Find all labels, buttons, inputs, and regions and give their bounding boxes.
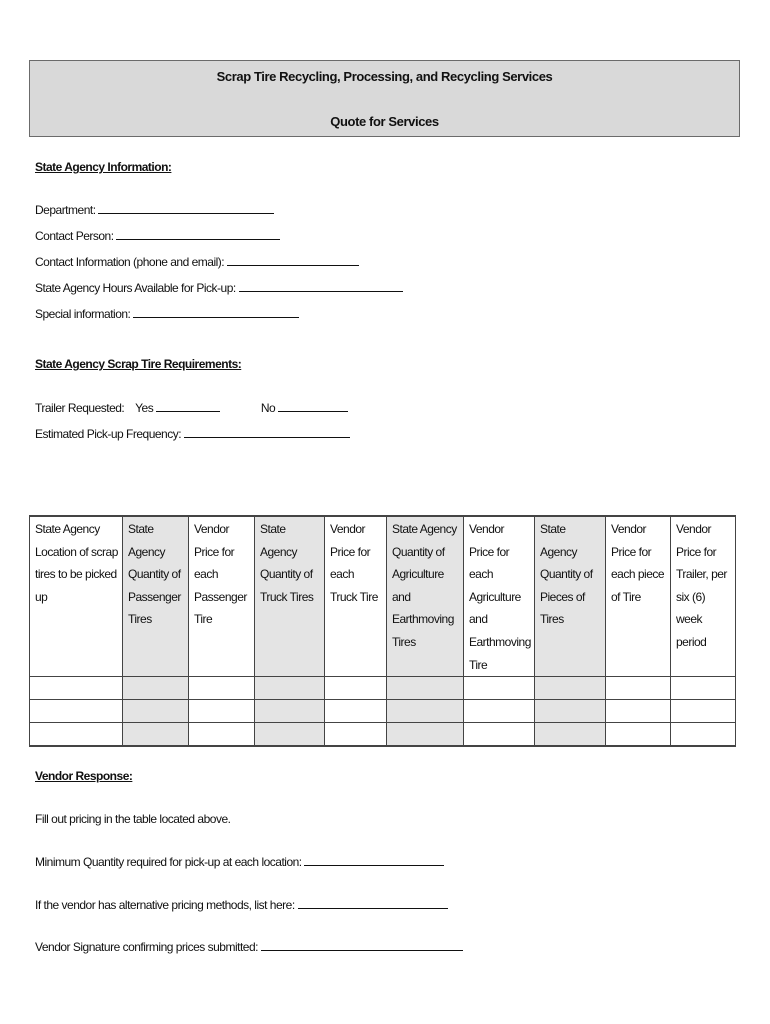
header-agriculture-qty: State Agency Quantity of Agriculture and Earthmoving Tires bbox=[387, 516, 464, 677]
table-cell[interactable] bbox=[387, 677, 464, 700]
pricing-table-header-row bbox=[30, 516, 736, 677]
table-row bbox=[30, 677, 736, 700]
header-passenger-qty: State Agency Quantity of Passenger Tires bbox=[123, 516, 189, 677]
table-cell[interactable] bbox=[123, 723, 189, 747]
contact-person-field[interactable] bbox=[116, 228, 280, 240]
table-cell[interactable] bbox=[671, 700, 736, 723]
table-cell[interactable] bbox=[123, 700, 189, 723]
trailer-yes-field[interactable] bbox=[156, 400, 220, 412]
vendor-response-heading: Vendor Response: bbox=[35, 769, 133, 783]
trailer-no-label: No bbox=[260, 401, 276, 415]
table-cell[interactable] bbox=[325, 700, 387, 723]
requirements-heading: State Agency Scrap Tire Requirements: bbox=[35, 357, 242, 371]
table-cell[interactable] bbox=[606, 700, 671, 723]
table-cell[interactable] bbox=[535, 700, 606, 723]
table-cell[interactable] bbox=[325, 723, 387, 747]
table-cell[interactable] bbox=[30, 723, 123, 747]
trailer-no-field[interactable] bbox=[278, 400, 348, 412]
signature-label: Vendor Signature confirming prices submitted: bbox=[35, 940, 258, 954]
header-agriculture-price: Vendor Price for each Agriculture and Earthmoving Tire bbox=[464, 516, 535, 677]
table-row bbox=[30, 700, 736, 723]
hours-row bbox=[35, 280, 403, 295]
table-cell[interactable] bbox=[189, 723, 255, 747]
signature-row bbox=[35, 939, 463, 954]
title-banner bbox=[29, 60, 740, 137]
table-cell[interactable] bbox=[325, 677, 387, 700]
table-cell[interactable] bbox=[535, 723, 606, 747]
signature-field[interactable] bbox=[261, 939, 463, 951]
header-trailer-price: Vendor Price for Trailer, per six (6) week period bbox=[671, 516, 736, 677]
table-row bbox=[30, 723, 736, 747]
table-cell[interactable] bbox=[464, 723, 535, 747]
table-cell[interactable] bbox=[255, 677, 325, 700]
contact-person-row bbox=[35, 228, 280, 243]
special-info-field[interactable] bbox=[133, 306, 299, 318]
trailer-row bbox=[35, 400, 348, 415]
agency-info-heading: State Agency Information: bbox=[35, 160, 172, 174]
alt-pricing-field[interactable] bbox=[298, 897, 448, 909]
pricing-table bbox=[29, 515, 736, 747]
department-row bbox=[35, 202, 274, 217]
frequency-row bbox=[35, 426, 350, 441]
contact-info-field[interactable] bbox=[227, 254, 359, 266]
table-cell[interactable] bbox=[189, 700, 255, 723]
table-cell[interactable] bbox=[387, 723, 464, 747]
special-info-label: Special information: bbox=[35, 307, 131, 321]
table-cell[interactable] bbox=[387, 700, 464, 723]
table-cell[interactable] bbox=[606, 723, 671, 747]
table-cell[interactable] bbox=[535, 677, 606, 700]
trailer-yes-label: Yes bbox=[135, 401, 154, 415]
table-cell[interactable] bbox=[255, 700, 325, 723]
min-quantity-label: Minimum Quantity required for pick-up at each location: bbox=[35, 855, 302, 869]
min-quantity-field[interactable] bbox=[304, 854, 444, 866]
min-quantity-row bbox=[35, 854, 444, 869]
fill-out-instruction: Fill out pricing in the table located above. bbox=[35, 812, 231, 826]
alt-pricing-label: If the vendor has alternative pricing methods, list here: bbox=[35, 898, 295, 912]
header-pieces-price: Vendor Price for each piece of Tire bbox=[606, 516, 671, 677]
contact-person-label: Contact Person: bbox=[35, 229, 114, 243]
header-truck-price: Vendor Price for each Truck Tire bbox=[325, 516, 387, 677]
table-cell[interactable] bbox=[30, 677, 123, 700]
hours-label: State Agency Hours Available for Pick-up: bbox=[35, 281, 236, 295]
hours-field[interactable] bbox=[239, 280, 403, 292]
department-label: Department: bbox=[35, 203, 96, 217]
header-truck-qty: State Agency Quantity of Truck Tires bbox=[255, 516, 325, 677]
table-cell[interactable] bbox=[671, 723, 736, 747]
form-subtitle: Quote for Services bbox=[330, 114, 439, 129]
table-cell[interactable] bbox=[464, 677, 535, 700]
table-cell[interactable] bbox=[30, 700, 123, 723]
table-cell[interactable] bbox=[606, 677, 671, 700]
header-pieces-qty: State Agency Quantity of Pieces of Tires bbox=[535, 516, 606, 677]
header-passenger-price: Vendor Price for each Passenger Tire bbox=[189, 516, 255, 677]
table-cell[interactable] bbox=[255, 723, 325, 747]
contact-info-row bbox=[35, 254, 359, 269]
table-cell[interactable] bbox=[123, 677, 189, 700]
form-title: Scrap Tire Recycling, Processing, and Recycling Services bbox=[216, 69, 553, 84]
trailer-label: Trailer Requested: bbox=[35, 401, 125, 415]
alt-pricing-row bbox=[35, 897, 448, 912]
table-cell[interactable] bbox=[464, 700, 535, 723]
frequency-field[interactable] bbox=[184, 426, 350, 438]
frequency-label: Estimated Pick-up Frequency: bbox=[35, 427, 182, 441]
department-field[interactable] bbox=[98, 202, 274, 214]
special-info-row bbox=[35, 306, 299, 321]
table-cell[interactable] bbox=[189, 677, 255, 700]
header-location: State Agency Location of scrap tires to be picked up bbox=[30, 516, 123, 677]
table-cell[interactable] bbox=[671, 677, 736, 700]
contact-info-label: Contact Information (phone and email): bbox=[35, 255, 225, 269]
